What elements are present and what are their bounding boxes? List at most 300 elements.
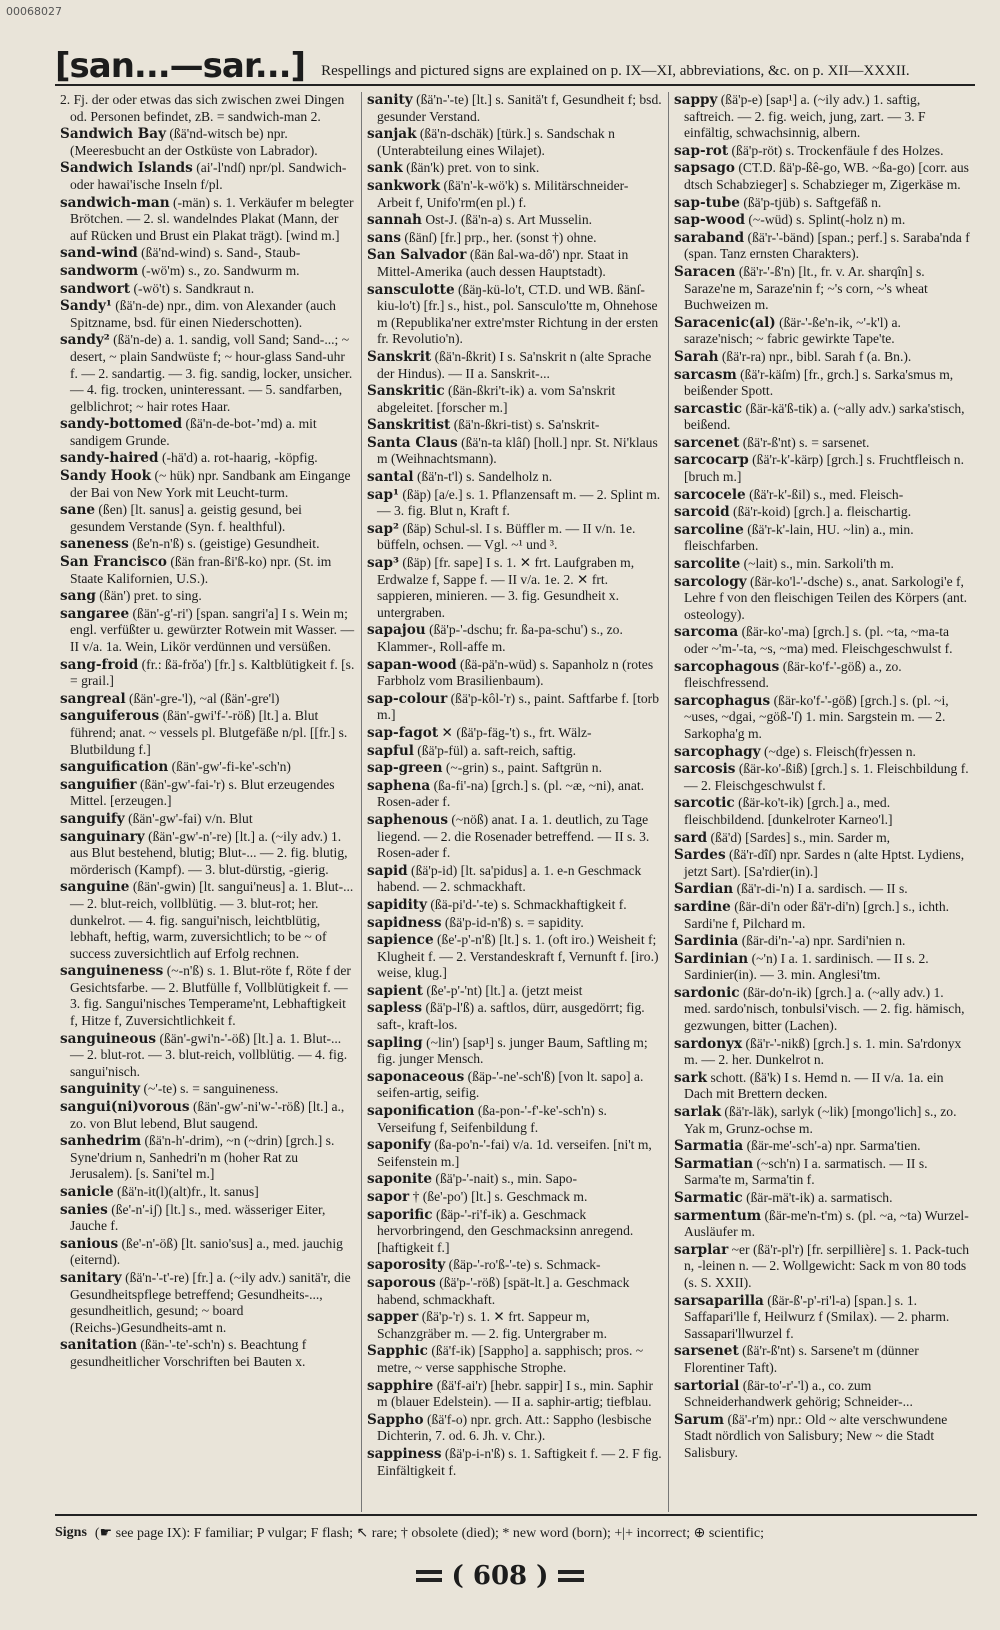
entry-headword: sans [367, 229, 401, 246]
entry-headword: sap³ [367, 555, 399, 572]
entry-definition: (ßä'n-de) npr., dim. von Alexander (auch Spitzname, bsd. für einen Niederschotten). [70, 298, 336, 330]
entry-headword: Sardes [674, 847, 726, 864]
entry-definition: (ßä'f-ik) [Sappho] a. sapphisch; pros. ~ metre, ~ verse sapphische Strophe. [377, 1343, 644, 1375]
dictionary-entry [60, 195, 356, 245]
entry-headword: sark [674, 1069, 708, 1086]
entry-definition: (ßä'nd-wind) s. Sand-, Staub- [141, 245, 301, 261]
entry-headword: sapajou [367, 622, 426, 639]
entry-definition: (ßä'n-it(l)(alt)fr., lt. sanus] [117, 1184, 259, 1199]
entry-definition: (ßän'-gw'-n'-re) [lt.] a. (~ily adv.) 1. aus Blut bestehend, blutig; Blut-... — 2. fig. blutig, mörderisch (Kampf). — 3. blut-dürstig, -gierig. [70, 828, 348, 877]
dictionary-entry [367, 383, 663, 416]
entry-headword: sarsaparilla [674, 1292, 764, 1309]
entry-definition: Ost-J. (ßä'n-a) s. Art Musselin. [425, 212, 593, 228]
entry-definition: (ßä'r-koid) [grch.] a. fleischartig. [733, 504, 912, 520]
entry-headword: sandy-bottomed [60, 416, 183, 433]
dictionary-entry [367, 555, 663, 621]
entry-headword: sard [674, 829, 708, 846]
dictionary-entry [674, 452, 971, 485]
entry-definition: ~er (ßä'r-pl'r) [fr. serpillière] s. 1. Pack-tuch n, -leinen n. — 2. Wollgewicht: Sack m von 80 tods (s. S. XXII). [684, 1241, 969, 1290]
entry-definition: (ßä'p-röt) s. Trockenfäule f des Holzes. [731, 142, 944, 158]
entry-headword: sarplar [674, 1241, 729, 1258]
entry-definition: (ßä'p-kôl-'r) s., paint. Saftfarbe f. [torb m.] [377, 690, 659, 723]
dictionary-entry [674, 1242, 971, 1292]
entry-definition: (ßän'-gwi'f-'-röß) [lt.] a. Blut führend; anat. ~ vessels pl. Blutgefäße n/pl. [[fr.] s. Blutbildung f.] [70, 708, 348, 757]
entry-headword: sanjak [367, 126, 417, 143]
entry-headword: sanguineous [60, 1030, 157, 1047]
dictionary-entry [674, 847, 971, 880]
entry-definition: (ßär-di'n oder ßä'r-di'n) [grch.] s., ichth. Sardi'ne f, Pilchard m. [684, 898, 950, 931]
entry-definition: (ßär-di'n-'-a) npr. Sardi'nien n. [741, 933, 906, 949]
dictionary-entry [367, 435, 663, 468]
entry-headword: sanies [60, 1201, 108, 1218]
entry-definition: (~lait) s., min. Sarkoli'th m. [743, 556, 894, 572]
entry-definition: (ßä'r-läk), sarlyk (~lik) [mongo'lich] s., zo. Yak m, Grunz-ochse m. [684, 1104, 957, 1136]
dictionary-entry [367, 126, 663, 159]
entry-headword: sanitation [60, 1337, 137, 1354]
dictionary-entry [367, 92, 663, 125]
entry-headword: Sardian [674, 881, 734, 898]
dictionary-entry [367, 657, 663, 690]
entry-headword: sap-tube [674, 194, 740, 211]
dictionary-entry [367, 932, 663, 982]
entry-definition: (CT.D. ßä'p-ßê-go, WB. ~ßa-go) [corr. aus dtsch Schabzieger] s. Schabzieger m, Zigerkäse m. [684, 160, 969, 192]
entry-headword: sane [60, 502, 95, 519]
dictionary-entry [367, 1257, 663, 1274]
entry-headword: Santa Claus [367, 434, 458, 451]
entry-definition: (ßär-ko'l-'-dsche) s., anat. Sarkologi'e f, Lehre f von den fleischigen Teilen des Körpers (ant. osteology). [684, 573, 968, 622]
dictionary-entry [60, 536, 356, 553]
entry-definition: (ßär-ko'-ma) [grch.] s. (pl. ~ta, ~ma-ta oder ~'m-'-ta, ~s, ~ma) med. Fleischgeschwulst f. [684, 624, 953, 656]
entry-definition: (ßä'p-id-n'ß) s. = sapidity. [444, 914, 584, 930]
entry-headword: saponaceous [367, 1068, 465, 1085]
entry-definition: (ßär-kä'ß-tik) a. (~ally adv.) sarka'stisch, beißend. [684, 400, 965, 433]
dictionary-entry [60, 502, 356, 535]
page-number-text: ( 608 ) [451, 1561, 549, 1591]
entry-definition: (ßä'r-ß'nt) s. Sarsene't m (dünner Florentiner Taft). [684, 1343, 919, 1375]
entry-definition: (ßä'r-ß'nt) s. = sarsenet. [742, 434, 870, 450]
dictionary-entry [367, 1207, 663, 1257]
entry-headword: sapience [367, 932, 434, 949]
entry-headword: sannah [367, 212, 422, 229]
dictionary-entry [674, 315, 971, 348]
dictionary-entry [674, 693, 971, 743]
entry-definition: (ßä'p-'-dschu; fr. ßa-pa-schu') s., zo. Klammer-, Roll-affe m. [377, 622, 623, 654]
dictionary-entry [60, 811, 356, 828]
entry-definition: (ßä'f-o) npr. grch. Att.: Sappho (lesbische Dichterin, 7. od. 6. Jh. v. Chr.). [377, 1411, 652, 1444]
page-header [55, 44, 975, 86]
dictionary-entry [60, 468, 356, 501]
entry-definition: (ßär-mä't-ik) a. sarmatisch. [746, 1190, 893, 1205]
entry-headword: Sandwich Islands [60, 160, 193, 177]
entry-definition: (ßär-ko't-ik) [grch.] a., med. fleischbildend. [dunkelroter Karneo'l.] [684, 795, 893, 827]
dictionary-entry [674, 1412, 971, 1462]
entry-definition: (ßä'n-'-t'-re) [fr.] a. (~ily adv.) sanitä'r, die Gesundheitspflege betreffend; Gesundheits-..., gesundheitlich, gesund; ~ board (Reichs-)Gesundheits-amt n. [70, 1269, 351, 1335]
entry-definition: (ßär-to'-r'-'l) a., co. zum Schneiderhandwerk gehörig; Schneider-... [684, 1377, 913, 1410]
dictionary-entry [60, 450, 356, 467]
dictionary-entry [60, 1099, 356, 1132]
dictionary-entry [367, 983, 663, 1000]
dictionary-entry [367, 760, 663, 777]
entry-headword: San Francisco [60, 554, 167, 571]
entry-headword: sarcasm [674, 366, 737, 383]
entry-headword: sarcocele [674, 486, 746, 503]
page-number [0, 1556, 1000, 1596]
entry-headword: Sandy¹ [60, 298, 112, 315]
entry-definition: (ßa-pon-'-f'-ke'-sch'n) s. Verseifung f, Seifenbildung f. [377, 1103, 607, 1135]
entry-headword: sarcophagus [674, 692, 771, 709]
dictionary-entry [60, 298, 356, 331]
entry-definition: (ßä'p-l'ß) a. saftlos, dürr, ausgedörrt; fig. saft-, kraft-los. [377, 1000, 645, 1033]
entry-definition: (ßä'r-k'-lain, HU. ~lin) a., min. fleischfarben. [684, 521, 914, 554]
entry-headword: sandy² [60, 332, 110, 349]
entry-headword: Sarum [674, 1411, 725, 1428]
entry-definition: (fr.: ßä-frŏa') [fr.] s. Kaltblütigkeit f. [s. = grail.] [70, 656, 355, 689]
dictionary-entry [60, 245, 356, 262]
entry-headword: saponite [367, 1171, 433, 1188]
entry-headword: sarlak [674, 1104, 722, 1121]
entry-definition: (ßä'r-'-ß'n) [lt., fr. v. Ar. sharqîn] s. Saraze'ne m, Saraze'nin f; ~'s corn, ~'s wheat Buchweizen m. [684, 263, 928, 313]
dictionary-entry [367, 1309, 663, 1342]
dictionary-entry [367, 487, 663, 520]
entry-definition: (ßä-pä'n-wüd) s. Sapanholz n (rotes Farbholz vom Brasilienbaum). [377, 656, 654, 689]
entry-definition: (ßäp-'-ne'-sch'ß) [von lt. sapo] a. seifen-artig, seifig. [377, 1068, 644, 1101]
entry-headword: sardonic [674, 984, 740, 1001]
dictionary-entry [674, 367, 971, 400]
entry-definition: (ßäp-'-ro'ß-'-te) s. Schmack- [448, 1257, 601, 1273]
dictionary-entry [674, 795, 971, 828]
entry-headword: sanguinity [60, 1081, 141, 1098]
entry-headword: sang-froid [60, 656, 139, 673]
entry-definition: (ßär-me'n-t'm) s. (pl. ~a, ~ta) Wurzel-Ausläufer m. [684, 1207, 969, 1240]
dictionary-entry [674, 264, 971, 314]
dictionary-entry [60, 92, 356, 125]
dictionary-entry [674, 624, 971, 657]
entry-headword: Saracen [674, 263, 736, 280]
entry-definition: (ße'-n'-öß) [lt. sanio'sus] a., med. jauchig (eiternd). [70, 1235, 343, 1268]
entry-definition: (~-wüd) s. Splint(-holz n) m. [748, 212, 906, 228]
entry-headword: sarcoline [674, 521, 744, 538]
entry-headword: sarcoid [674, 504, 730, 521]
dictionary-entry [674, 487, 971, 504]
entry-definition: (ßä'd) [Sardes] s., min. Sarder m, [710, 829, 891, 845]
entry-definition: (~lin') [sap¹] s. junger Baum, Saftling m; fig. junger Mensch. [377, 1034, 648, 1067]
entry-headword: sapsago [674, 160, 735, 177]
dictionary-entry [674, 1343, 971, 1376]
entry-definition: (ßän ßal-wa-dô') npr. Staat in Mittel-Amerika (auch dessen Hauptstadt). [377, 247, 629, 279]
entry-definition: schott. (ßä'k) I s. Hemd n. — II v/a. 1a. ein Dach mit Brettern decken. [684, 1069, 944, 1102]
entry-headword: sarcastic [674, 400, 743, 417]
entry-definition: (ße'-p'-n'ß) [lt.] s. 1. (oft iro.) Weisheit f; Klugheit f. — 2. Verstandeskraft f, Vernunft f. [iro.) weise, klug.] [377, 932, 659, 981]
entry-definition: (ßä'r-ra) npr., bibl. Sarah f (a. Bn.). [721, 348, 912, 364]
entry-definition: ✕ (ßä'p-fäg-'t) s., frt. Wälz- [441, 724, 592, 740]
entry-definition: (ßänſ) [fr.] prp., her. (sonst †) ohne. [404, 229, 597, 245]
entry-headword: Sarmatian [674, 1155, 754, 1172]
decor-bars-right [558, 1570, 584, 1582]
entry-headword: Sandy Hook [60, 468, 152, 485]
entry-definition: (ßä'-r'm) npr.: Old ~ alte verschwundene Stadt nördlich von Salisbury; New ~ die Stadt Salisbury. [684, 1411, 948, 1460]
entry-headword: sarcocarp [674, 452, 749, 469]
dictionary-entry [674, 401, 971, 434]
entry-definition: (ßäp) [a/e.] s. 1. Pflanzensaft m. — 2. Splint m. — 3. fig. Blut n, Kraft f. [377, 486, 661, 519]
dictionary-entry [367, 915, 663, 932]
entry-headword: sarcenet [674, 434, 740, 451]
dictionary-entry [60, 657, 356, 690]
dictionary-entry [674, 230, 971, 263]
entry-headword: sapling [367, 1034, 423, 1051]
entry-headword: Sardinia [674, 933, 739, 950]
header-note: Respellings and pictured signs are explained on p. IX—XI, abbreviations, &c. on p. XII—XXXII. [321, 63, 910, 79]
entry-definition: (ßä'r-'-nikß) [grch.] s. 1. min. Sa'rdonyx m. — 2. her. Dunkelrot n. [684, 1035, 962, 1068]
dictionary-entry [367, 812, 663, 862]
dictionary-entry [674, 522, 971, 555]
dictionary-entry [674, 659, 971, 692]
entry-definition: (ßä'nd-witsch be) npr. (Meeresbucht an der Ostküste von Labrador). [70, 126, 318, 158]
entry-definition: (ßä'p-id) [lt. sa'pidus] a. 1. e-n Geschmack habend. — 2. schmackhaft. [377, 862, 642, 895]
dictionary-entry [674, 1208, 971, 1241]
dictionary-entry [674, 195, 971, 212]
entry-headword: sangreal [60, 690, 126, 707]
dictionary-entry [60, 691, 356, 708]
entry-headword: sappy [674, 92, 718, 108]
dictionary-entry [674, 1036, 971, 1069]
signs-label: Signs [55, 1525, 87, 1540]
entry-definition: (ßä'n-de) a. 1. sandig, voll Sand; Sand-...; ~ desert, ~ plain Sandwüste f; ~ hour-glass Sand-uhr f. — 2. sandartig. — 3. fig. sandig, locker, unsicher. — 4. fig. trocken, uninteressant. — 5. sandfarben, gelblichrot; ~ hair rotes Haar. [70, 332, 353, 414]
entry-headword: sap-colour [367, 690, 448, 707]
dictionary-entry [367, 212, 663, 229]
entry-definition: (ßäp) [fr. sape] I s. 1. ✕ frt. Laufgraben m, Erdwalze f, Sappe f. — II v/a. 1e. 2. ✕ frt. sappieren, minieren. — 3. fig. Gesundheit x. untergraben. [377, 555, 635, 620]
entry-headword: sardine [674, 898, 731, 915]
entry-definition: (-wö't) s. Sandkraut n. [133, 280, 255, 296]
dictionary-entry [367, 743, 663, 760]
decor-bars-left [416, 1570, 442, 1582]
dictionary-entry [674, 761, 971, 794]
dictionary-entry [367, 417, 663, 434]
dictionary-entry [367, 160, 663, 177]
entry-definition: (~-grin) s., paint. Saftgrün n. [445, 760, 602, 776]
entry-headword: sandworm [60, 262, 139, 279]
entry-headword: sapid [367, 862, 408, 879]
entry-headword: sap-green [367, 760, 443, 777]
entry-definition: (ßän fran-ßi'ß-ko) npr. (St. im Staate Kalifornien, U.S.). [70, 554, 332, 586]
entry-headword: sansculotte [367, 281, 455, 298]
entry-headword: Sarmatic [674, 1190, 743, 1206]
entry-definition: (ße'-p'-'nt) [lt.] a. (jetzt meist [426, 982, 583, 998]
entry-headword: sandy-haired [60, 450, 159, 467]
entry-headword: sanitary [60, 1269, 122, 1286]
dictionary-entry [367, 349, 663, 382]
entry-definition: (ßä'r-k'-kärp) [grch.] s. Fruchtfleisch n. [bruch m.] [684, 452, 964, 485]
dictionary-entry [60, 759, 356, 776]
dictionary-entry [60, 1202, 356, 1235]
entry-headword: sang [60, 588, 96, 605]
entry-definition: (ßa-po'n-'-fai) v/a. 1d. verseifen. [ni't m, Seifenstein m.] [377, 1137, 652, 1169]
entry-definition: (ßär-me'-sch'-a) npr. Sarma'tien. [746, 1138, 921, 1154]
entry-headword: Sanskritic [367, 383, 445, 400]
entry-headword: sap¹ [367, 486, 399, 503]
entry-definition: (ßän'-gw'-fai) v/n. Blut [128, 810, 253, 826]
entry-headword: saphenous [367, 811, 448, 828]
entry-definition: (ßä'n'-k-wö'k) s. Militärschneider-Arbeit f, Unifo'rm(en pl.) f. [377, 177, 629, 210]
entry-definition: (ßär-ko'f-'-göß) a., zo. fleischfressend. [684, 658, 902, 691]
dictionary-entry [674, 951, 971, 984]
dictionary-entry [674, 1138, 971, 1155]
entry-definition: (ßä'r-'-bänd) [span.; perf.] s. Saraba'nda f (span. Tanz ernsten Charakters). [684, 229, 970, 262]
entry-headword: sapful [367, 742, 414, 759]
entry-headword: sandwich-man [60, 194, 170, 211]
dictionary-entry [674, 1104, 971, 1137]
entry-headword: sarcology [674, 573, 747, 590]
dictionary-entry [367, 863, 663, 896]
entry-definition: (ßän'-gw'-ni'w-'-röß) [lt.] a., zo. von Blut lebend, Blut saugend. [70, 1099, 345, 1131]
entry-definition: (ßän'-gw'-fai-'r) s. Blut erzeugendes Mittel. [erzeugen.] [70, 776, 335, 809]
entry-headword: sapless [367, 1000, 423, 1017]
entry-definition: (ßä'n-de-bot-ʼmd) a. mit sandigem Grunde. [70, 416, 317, 448]
entry-definition: (ßän'-gre-'l), ~al (ßän'-gre'l) [129, 690, 280, 706]
entry-headword: sapidity [367, 896, 427, 913]
entry-definition: (~'n) I a. 1. sardinisch. — II s. 2. Sardinier(in). — 3. min. Anglesi'tm. [684, 950, 929, 983]
dictionary-entry [367, 1343, 663, 1376]
entry-definition: (ßän'-gwin) [lt. sangui'neus] a. 1. Blut-... — 2. blut-reich, vollblütig. — 3. blut-rot; her. dunkelrot. — 4. fig. sangui'nisch, leichtblütig, lebhaft, heftig, warm, zuversichtlich; to be ~ of success zuversichtlich auf Erfolg rechnen. [70, 879, 354, 961]
dictionary-entry [367, 725, 663, 742]
entry-definition: (ßän-ßkri't-ik) a. vom Sa'nskrit abgeleitet. [forscher m.] [377, 383, 616, 415]
entry-headword: Sandwich Bay [60, 126, 166, 143]
entry-headword: sap-rot [674, 142, 729, 159]
entry-definition: (ßän'-g'-ri') [span. sangri'a] I s. Wein m; engl. verfüßter u. gewürzter Rotwein mit Wasser. — II v/a. 1a. Wein, Likör verdünnen und versüßen. [70, 605, 355, 654]
entry-headword: sanguiferous [60, 708, 160, 725]
entry-definition: (ßä'p-i-n'ß) s. 1. Saftigkeit f. — 2. F fig. Einfältigkeit f. [377, 1445, 662, 1478]
entry-headword: sanguinary [60, 828, 145, 845]
dictionary-entry [367, 1000, 663, 1033]
entry-definition: (ßäp) Schul-sl. I s. Büffler m. — II v/n. 1e. büffeln, ochsen. — Vgl. ~¹ und ³. [377, 520, 636, 553]
dictionary-entry [60, 963, 356, 1029]
entry-headword: San Salvador [367, 247, 467, 264]
entry-definition: (ßä'n-ßkri-tist) s. Sa'nskrit- [453, 417, 600, 433]
entry-headword: sanicle [60, 1184, 114, 1200]
entry-definition: (ai'-l'ndſ) npr/pl. Sandwich- oder hawai'ische Inseln f/pl. [70, 160, 347, 192]
entry-headword: sap-wood [674, 212, 745, 229]
dictionary-entry [367, 778, 663, 811]
dictionary-entry [367, 1275, 663, 1308]
entry-definition: (ße'n-n'ß) s. (geistige) Gesundheit. [132, 536, 320, 552]
dictionary-entry [60, 1031, 356, 1081]
dictionary-entry [367, 178, 663, 211]
dictionary-entry [367, 1103, 663, 1136]
entry-definition: (ßär-do'n-ik) [grch.] a. (~ally adv.) 1. med. sardo'nisch, tonbulsi'visch. — 2. fig. hämisch, gezwungen, bitter (Lachen). [684, 984, 965, 1034]
entry-definition: † (ße'-po') [lt.] s. Geschmack m. [412, 1189, 588, 1204]
dictionary-entry [674, 881, 971, 898]
entry-definition: (~nöß) anat. I a. 1. deutlich, zu Tage liegend. — 2. die Rosenader betreffend. — II s. 3. Rosen-ader f. [377, 811, 650, 861]
dictionary-entry [367, 897, 663, 914]
entry-headword: saporosity [367, 1257, 446, 1274]
dictionary-entry [60, 1270, 356, 1336]
entry-headword: sangaree [60, 605, 130, 622]
signs-legend: (☛ see page IX): F familiar; P vulgar; F flash; ↖ rare; † obsolete (died); * new word (born); +|+ incorrect; ⊕ scientific; [94, 1525, 765, 1541]
dictionary-entry [674, 933, 971, 950]
entry-headword: sapor [367, 1189, 410, 1205]
signs-footer [55, 1514, 977, 1550]
dictionary-entry [60, 160, 356, 193]
dictionary-entry [60, 708, 356, 758]
entry-headword: sanguineness [60, 963, 164, 980]
entry-headword: sarcolite [674, 556, 741, 573]
entry-headword: sanhedrim [60, 1133, 142, 1150]
dictionary-entry [367, 1446, 663, 1479]
entry-definition: (ßä'f-ai'r) [hebr. sappir] I s., min. Saphir m (blauer Edelstein). — II a. saphir-artig; tiefblau. [377, 1377, 654, 1410]
entry-headword: sapper [367, 1309, 419, 1326]
dictionary-entry [674, 830, 971, 847]
entry-definition: (ßän'-gw'-fi-ke'-sch'n) [171, 759, 291, 775]
dictionary-entry [674, 143, 971, 160]
entry-definition: (ßän-'-te'-sch'n) s. Beachtung f gesundheitlicher Vorschriften bei Bauten x. [70, 1337, 307, 1369]
dictionary-entry [367, 469, 663, 486]
dictionary-entry [674, 1293, 971, 1343]
entry-definition: (ßä'p-e) [sap¹] a. (~ily adv.) 1. saftig, saftreich. — 2. fig. weich, jung, zart. — 3. F einfältig, schwachsinnig, albern. [684, 92, 926, 141]
dictionary-entry [367, 521, 663, 554]
entry-definition: (ßä'n-t'l) s. Sandelholz n. [417, 469, 553, 485]
entry-definition: (ßä-pi'd-'-te) s. Schmackhaftigkeit f. [430, 896, 627, 912]
dictionary-entry [674, 556, 971, 573]
dictionary-columns [55, 92, 977, 1512]
entry-definition: (~-n'ß) s. 1. Blut-röte f, Röte f der Gesichtsfarbe. — 2. Blutfülle f, Vollblütigkeit f. — 3. fig. Sangui'nisches Temperame'nt, Lebhaftigkeit f, Hitze f, Zuversichtlichkeit f. [70, 963, 351, 1029]
entry-definition: (ßä'n-'-te) [lt.] s. Sanitä't f, Gesundheit f; bsd. gesunder Verstand. [377, 92, 662, 124]
entry-headword: sartorial [674, 1377, 740, 1394]
entry-headword: Sanskritist [367, 417, 451, 434]
entry-headword: sand-wind [60, 245, 138, 262]
dictionary-entry [367, 1189, 663, 1206]
entry-definition: (-hä'd) a. rot-haarig, -köpfig. [161, 450, 318, 466]
entry-headword: sank [367, 160, 403, 177]
entry-headword: saneness [60, 536, 129, 553]
entry-definition: (ßäŋ-kü-lo't, CT.D. und WB. ßänſ-kiu-lo't) [fr.] s., hist., pol. Sansculo'tte m, Ohnehose m (Republika'ner extre'mster Richtung in der ersten fr. Revolutio'n). [377, 281, 659, 347]
entry-headword: sappiness [367, 1445, 442, 1462]
entry-headword: sarcoma [674, 624, 739, 641]
dictionary-entry [674, 899, 971, 932]
dictionary-entry [367, 1412, 663, 1445]
entry-headword: sap-fagot [367, 724, 439, 741]
dictionary-entry [674, 1378, 971, 1411]
entry-definition: (ßän') pret. to sing. [99, 588, 202, 604]
entry-headword: sanity [367, 92, 413, 108]
entry-definition: (ßä'p-'-röß) [spät-lt.] a. Geschmack habend, schmackhaft. [377, 1274, 630, 1307]
dictionary-entry [674, 1070, 971, 1103]
dictionary-entry [60, 1184, 356, 1201]
entry-definition: (ßär-ko'-ßiß) [grch.] s. 1. Fleischbildung f. — 2. Fleischgeschwulst f. [684, 761, 969, 793]
entry-headword: Sanskrit [367, 348, 432, 365]
dictionary-entry [674, 985, 971, 1035]
entry-definition: (~ hük) npr. Sandbank am Eingange der Bai von New York mit Leucht-turm. [70, 468, 351, 500]
dictionary-entry [674, 435, 971, 452]
entry-definition: (ßä'n-dschäk) [türk.] s. Sandschak n (Unterabteilung eines Wilajet). [377, 126, 615, 158]
entry-headword: saporific [367, 1206, 433, 1223]
dictionary-entry [60, 1081, 356, 1098]
entry-headword: sanguify [60, 810, 125, 827]
entry-definition: (ßär-ß'-p'-ri'l-a) [span.] s. 1. Saffapari'lle f, Heilwurz f (Smilax). — 2. pharm. Sassapari'llwurzel f. [684, 1292, 950, 1341]
dictionary-entry [60, 1236, 356, 1269]
entry-definition: (ßäp-'-ri'f-ik) a. Geschmack hervorbringend, den Geschmacksinn anregend. [haftigkeit f.] [377, 1206, 634, 1255]
entry-headword: sapan-wood [367, 656, 457, 673]
entry-definition: (ßän'k) pret. von to sink. [406, 160, 540, 176]
dictionary-entry [674, 574, 971, 624]
entry-headword: saponification [367, 1103, 475, 1120]
entry-headword: Sappho [367, 1411, 424, 1428]
entry-headword: Saracenic(al) [674, 314, 776, 331]
entry-headword: sanguine [60, 879, 130, 896]
entry-definition: (ßä'n-h'-drim), ~n (~drin) [grch.] s. Syne'drium n, Sanhedri'n m (hoher Rat zu Jerusalem). [s. Sani'tel m.] [70, 1133, 335, 1182]
entry-definition: 2. Fj. der oder etwas das sich zwischen zwei Dingen od. Personen befindet, zB. = sandwich-man 2. [60, 92, 345, 124]
entry-headword: sarcosis [674, 761, 736, 778]
dictionary-entry [367, 1137, 663, 1170]
dictionary-entry [60, 879, 356, 962]
